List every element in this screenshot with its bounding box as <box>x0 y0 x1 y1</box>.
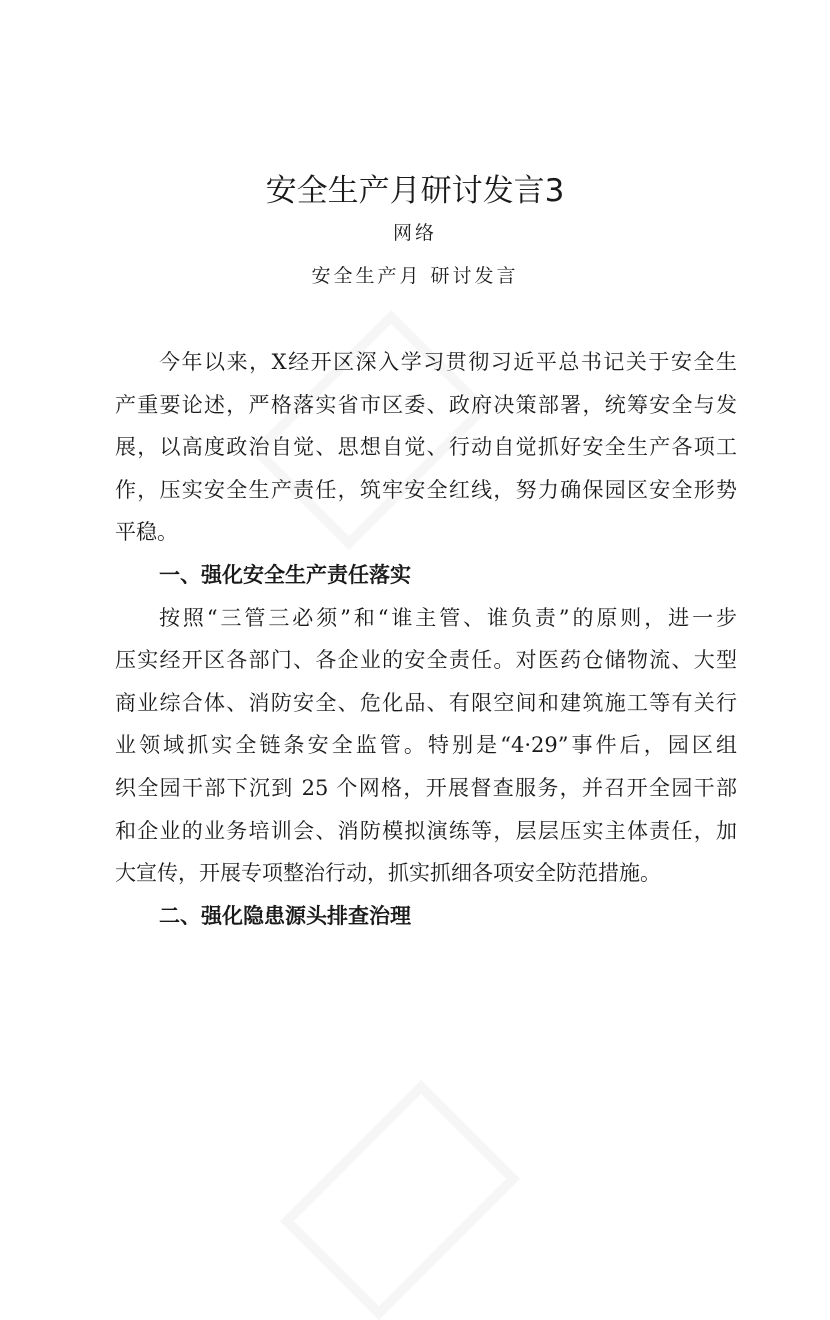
paragraph-line: 大宣传，开展专项整治行动，抓实抓细各项安全防范措施。 <box>115 861 661 886</box>
document-body <box>115 341 737 937</box>
paragraph-line: 今年以来，X经开区深入学习贯彻习近平总书记关于安全生 <box>159 350 737 374</box>
paragraph-line: 作，压实安全生产责任，筑牢安全红线，努力确保园区安全形势 <box>115 477 737 502</box>
paragraph-line: 展，以高度政治自觉、思想自觉、行动自觉抓好安全生产各项工 <box>115 435 737 460</box>
paragraph-line: 商业综合体、消防安全、危化品、有限空间和建筑施工等有关行 <box>115 690 737 715</box>
document-keywords: 安全生产月 研讨发言 <box>311 265 519 287</box>
paragraph-line: 压实经开区各部门、各企业的安全责任。对医药仓储物流、大型 <box>115 648 737 673</box>
watermark <box>280 1080 520 1320</box>
paragraph-line: 平稳。 <box>115 520 178 545</box>
paragraph-line: 业领域抓实全链条安全监管。特别是“4·29”事件后，园区组 <box>115 733 737 758</box>
paragraph-line: 织全园干部下沉到 25 个网格，开展督查服务，并召开全园干部 <box>115 775 737 800</box>
paragraph-line: 产重要论述，严格落实省市区委、政府决策部署，统筹安全与发 <box>115 392 737 417</box>
paragraph-line: 和企业的业务培训会、消防模拟演练等，层层压实主体责任，加 <box>115 818 737 843</box>
paragraph-line: 按照“三管三必须”和“谁主管、谁负责”的原则，进一步 <box>159 605 737 630</box>
document-title: 安全生产月研讨发言3 <box>265 173 565 209</box>
section-heading: 二、强化隐患源头排查治理 <box>159 902 411 928</box>
document-source: 网络 <box>392 222 437 244</box>
section-heading: 一、强化安全生产责任落实 <box>159 561 411 587</box>
